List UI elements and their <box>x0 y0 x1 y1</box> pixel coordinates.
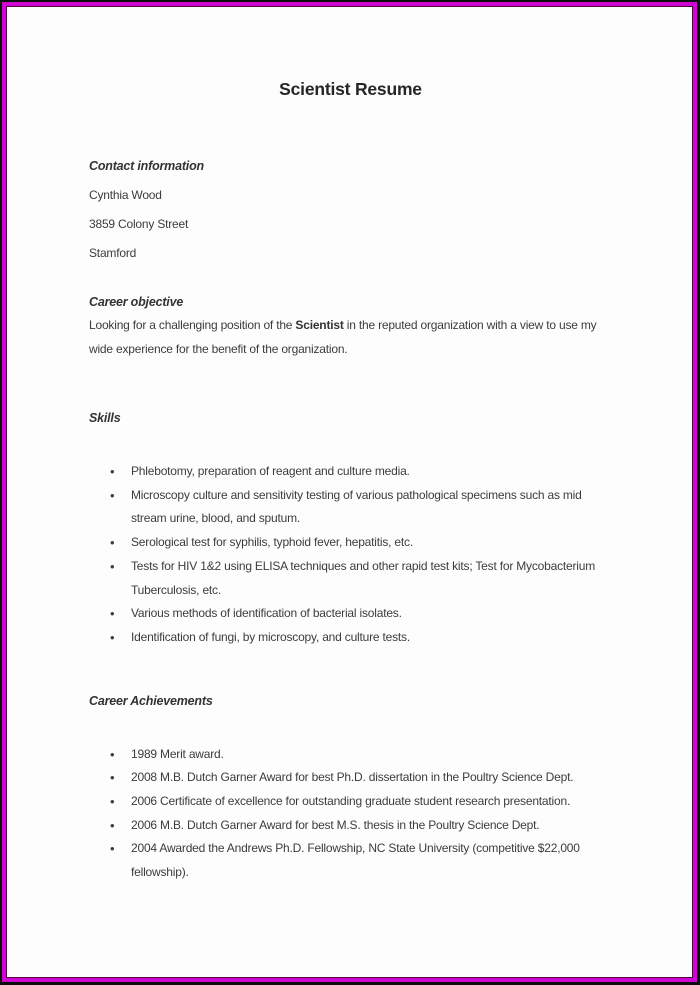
contact-city: Stamford <box>89 246 137 260</box>
objective-text-after: in the reputed organization with a view to use my wide experience for the benefit of the organization. <box>89 318 597 356</box>
achievement-item: • 2004 Awarded the Andrews Ph.D. Fellowship, NC State University (competitive $22,000 fellowship). <box>110 837 612 884</box>
contact-street: 3859 Colony Street <box>89 217 189 231</box>
skill-item: • Tests for HIV 1&2 using ELISA techniques and other rapid test kits; Test for Mycobacterium Tuberculosis, etc. <box>110 555 612 602</box>
skill-item: • Microscopy culture and sensitivity testing of various pathological specimens such as mid stream urine, blood, and sputum. <box>110 484 612 531</box>
objective-text <box>89 314 612 361</box>
objective-highlight: Scientist <box>295 318 344 332</box>
magenta-border <box>2 2 697 982</box>
skill-item: • Phlebotomy, preparation of reagent and culture media. <box>110 460 612 484</box>
achievement-item: • 2006 Certificate of excellence for outstanding graduate student research presentation. <box>110 790 612 814</box>
resume-page <box>6 6 693 978</box>
skills-heading: Skills <box>89 411 121 425</box>
achievement-item: • 1989 Merit award. <box>110 743 612 767</box>
achievement-item: • 2008 M.B. Dutch Garner Award for best Ph.D. dissertation in the Poultry Science Dept. <box>110 766 612 790</box>
objective-text-before: Looking for a challenging position of the <box>89 318 296 332</box>
section-contact <box>89 158 612 261</box>
skill-item: • Various methods of identification of bacterial isolates. <box>110 602 612 626</box>
achievements-heading: Career Achievements <box>89 693 213 708</box>
achievements-list <box>89 743 612 885</box>
contact-name: Cynthia Wood <box>89 188 162 202</box>
skill-item: • Serological test for syphilis, typhoid fever, hepatitis, etc. <box>110 531 612 555</box>
section-achievements <box>89 693 612 885</box>
section-skills <box>89 410 612 650</box>
section-objective <box>89 294 612 361</box>
page-title: Scientist Resume <box>279 79 422 99</box>
skills-list <box>89 460 612 650</box>
contact-heading: Contact information <box>89 159 204 173</box>
objective-heading: Career objective <box>89 295 184 309</box>
achievement-item: • 2006 M.B. Dutch Garner Award for best M.S. thesis in the Poultry Science Dept. <box>110 814 612 838</box>
skill-item: • Identification of fungi, by microscopy, and culture tests. <box>110 626 612 650</box>
